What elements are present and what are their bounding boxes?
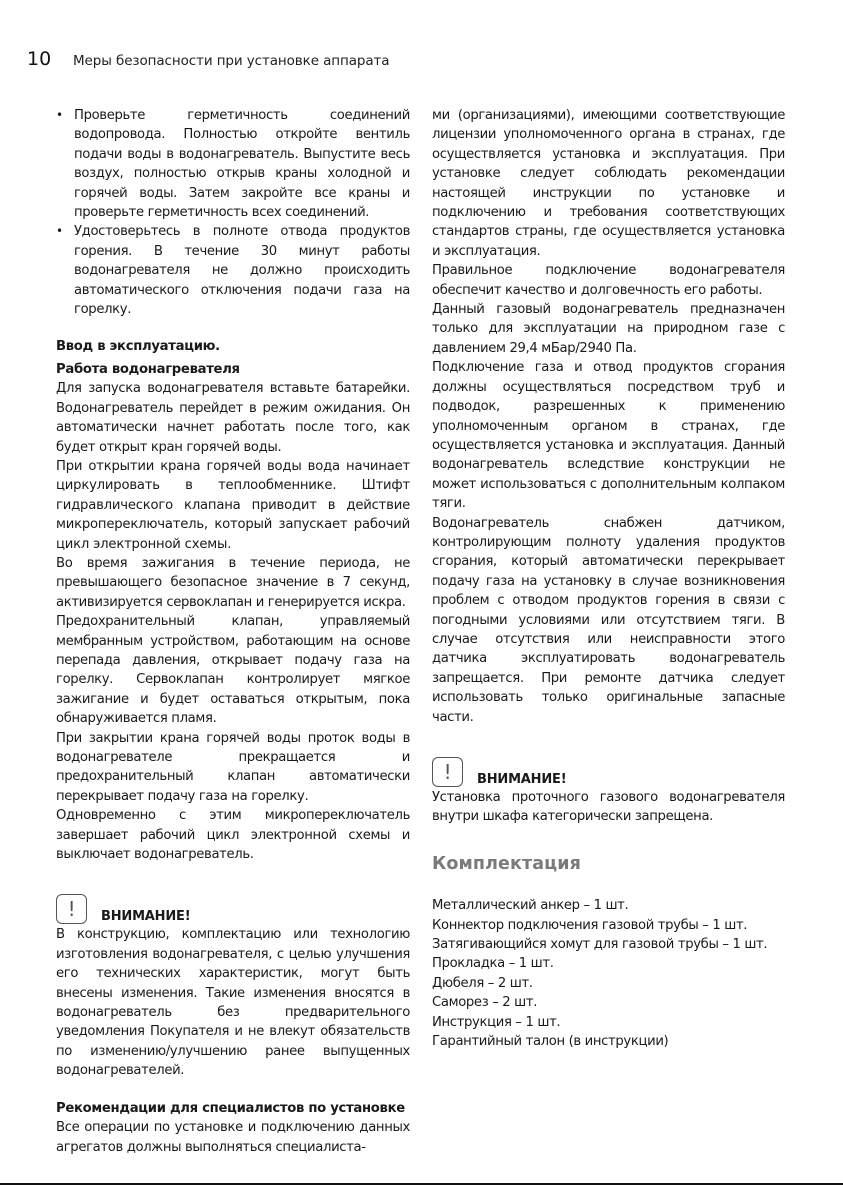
list-item-text: Удостоверьтесь в полноте отвода продуктов горения. В течение 30 минут работы водонагревателя не должно происходить автоматического отключения подачи газа на горелку. xyxy=(74,224,410,318)
paragraph: Предохранительный клапан, управляемый мембранным устройством, работающим на основе перепада давления, открывает подачу газа на горелку. Сервоклапан контролирует мягкое зажигание и будет оставаться открытым, пока обнаруживается пламя. xyxy=(56,614,410,727)
page-header xyxy=(27,48,389,70)
running-title: Меры безопасности при установке аппарата xyxy=(73,53,390,69)
list-item xyxy=(56,106,410,222)
warning-text: Установка проточного газового водонагревателя внутри шкафа категорически запрещена. xyxy=(432,790,785,825)
paragraph: При открытии крана горячей воды вода начинает циркулировать в теплообменнике. Штифт гидравлического клапана приводит в действие микропереключатель, который запускает рабочий цикл электронной схемы. xyxy=(56,458,410,552)
kit-list xyxy=(432,896,785,1051)
paragraph: Во время зажигания в течение периода, не превышающего безопасное значение в 7 секунд, активизируется сервоклапан и генерируется искра. xyxy=(56,555,410,610)
paragraph: Все операции по установке и подключению данных агрегатов должны выполняться специалиста- xyxy=(56,1120,410,1155)
exclamation-icon: ! xyxy=(432,757,463,787)
checklist xyxy=(56,106,410,319)
warning-text: В конструкцию, комплектацию или технологию изготовления водонагревателя, с целью улучшения его технических характеристик, могут быть внесены изменения. Такие изменения вносятся в водонагреватель без предварительного уведомления Покупателя и не влекут обязательств по изменению/улучшению ранее выпущенных водонагревателей. xyxy=(56,927,410,1079)
warning-title: ВНИМАНИЕ! xyxy=(477,771,567,787)
right-column xyxy=(432,106,785,1051)
warning-header xyxy=(56,890,410,924)
list-item-text: Проверьте герметичность соединений водопровода. Полностью откройте вентиль подачи воды в водонагреватель. Выпустите весь воздух, полностью открыв краны холодной и горячей воды. Затем закройте все краны и проверьте герметичность всех соединений. xyxy=(74,108,410,221)
kit-item: Саморез – 2 шт. xyxy=(432,995,538,1011)
kit-item: Металлический анкер – 1 шт. xyxy=(432,898,629,914)
paragraph: Данный газовый водонагреватель предназначен только для эксплуатации на природном газе с давлением 29,4 мБар/2940 Па. xyxy=(432,302,785,356)
kit-item: Дюбеля – 2 шт. xyxy=(432,975,533,991)
kit-item: Прокладка – 1 шт. xyxy=(432,956,554,972)
warning-block xyxy=(432,753,785,827)
list-item xyxy=(56,222,410,319)
warning-header xyxy=(432,753,785,787)
warning-title: ВНИМАНИЕ! xyxy=(101,909,191,925)
warning-block xyxy=(56,890,410,1080)
exclamation-icon: ! xyxy=(56,894,87,924)
paragraph: При закрытии крана горячей воды проток воды в водонагревателе прекращается и предохранительный клапан автоматически перекрывает подачу газа на горелку. xyxy=(56,730,410,804)
left-column xyxy=(56,106,410,1157)
bullet-icon: • xyxy=(56,108,63,122)
paragraph: ми (организациями), имеющими соответствующие лицензии уполномоченного органа в странах, где осуществляется установка и эксплуатация. При установке следует соблюдать рекомендации настоящей инструкции по установке и подключению и требования соответствующих стандартов страны, где осуществляется установка и эксплуатация. xyxy=(432,108,785,259)
paragraph: Водонагреватель снабжен датчиком, контролирующим полноту удаления продуктов сгорания, который автоматически перекрывает подачу газа на установку в случае возникновения проблем с отводом продуктов горения в связи с погодными условиями или отсутствием тяги. В случае отсутствия или неисправности этого датчика эксплуатировать водонагреватель запрещается. При ремонте датчика следует использовать только оригинальные запасные части. xyxy=(432,515,785,725)
kit-item: Инструкция – 1 шт. xyxy=(432,1014,561,1030)
paragraph: Подключение газа и отвод продуктов сгорания должны осуществляться посредством труб и подводок, разрешенных к применению уполномоченным органом в странах, где осуществляется установка и эксплуатация. Данный водонагреватель вследствие конструкции не может использоваться с дополнительным колпаком тяги. xyxy=(432,360,785,512)
recommendations-heading: Рекомендации для специалистов по установке xyxy=(56,1100,405,1116)
commissioning-heading: Ввод в эксплуатацию. xyxy=(56,339,220,355)
paragraph: Для запуска водонагревателя вставьте батарейки. Водонагреватель перейдет в режим ожидания. Он автоматически начнет работать после того, как будет открыт кран горячей воды. xyxy=(56,381,410,455)
kit-item: Затягивающийся хомут для газовой трубы – 1 шт. xyxy=(432,937,768,953)
paragraph: Правильное подключение водонагревателя обеспечит качество и долговечность его работы. xyxy=(432,263,785,298)
paragraph: Одновременно с этим микропереключатель завершает рабочий цикл электронной схемы и выключает водонагреватель. xyxy=(56,808,410,863)
kit-item: Гарантийный талон (в инструкции) xyxy=(432,1034,669,1050)
kit-item: Коннектор подключения газовой трубы – 1 шт. xyxy=(432,917,748,933)
kit-section-title: Комплектация xyxy=(432,853,581,874)
page-number: 10 xyxy=(27,48,52,70)
operation-heading: Работа водонагревателя xyxy=(56,361,240,377)
bullet-icon: • xyxy=(56,224,63,239)
